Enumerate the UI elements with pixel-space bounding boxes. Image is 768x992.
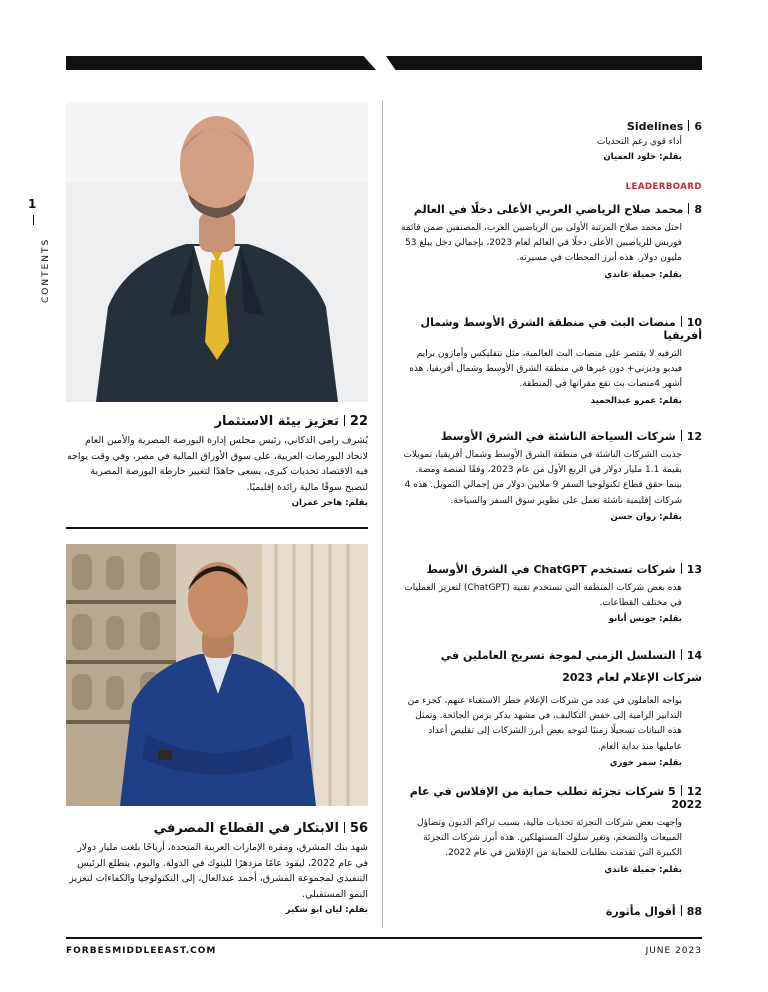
separator-bar	[681, 316, 682, 327]
entry-byline: بقلم: عمرو عبدالحميد	[590, 395, 682, 406]
entry-page-number: 12	[686, 785, 702, 798]
footer-website[interactable]: FORBESMIDDLEEAST.COM	[66, 946, 217, 956]
feature-page-number: 56	[349, 821, 368, 836]
entry-byline: بقلم: خلود العميان	[603, 152, 682, 163]
entry-page-number: 14	[686, 649, 702, 662]
entry-title-text: شركات السياحة الناشئة في الشرق الأوسط	[440, 430, 676, 443]
entry-page-number: 88	[686, 905, 702, 918]
entry-byline: بقلم: جويس أبانو	[608, 614, 682, 625]
entry-summary: هذه بعض شركات المنطقة التي تستخدم تقنية (ChatGPT) لتعزيز العمليات في مختلف القطاعات.	[404, 583, 682, 609]
feature-title[interactable]	[66, 821, 368, 836]
entry-title-text: أقوال مأثورة	[605, 905, 676, 918]
feature-byline: بقلم: ليان ابو شكير	[285, 905, 368, 915]
entry-page-number: 13	[686, 563, 702, 576]
separator-bar	[688, 120, 689, 131]
contents-entry[interactable]	[400, 430, 702, 522]
entry-summary: احتل محمد صلاح المرتبة الأولى بين الرياضيين العرب، المصنفين ضمن قائمة فوربس للرياضيين الأعلى دخلًا في العالم لعام 2023، بإجمالي دخل يبلغ 53 مليون دولار. هذه أبرز المحطات في مسيرته.	[400, 223, 682, 264]
feature-page-number: 22	[349, 414, 368, 429]
entry-summary: الترفيه لا يقتصر على منصات البث العالمية، مثل نتفليكس وأمازون برايم فيديو وديزني+ دون غيرها في منطقة الشرق الأوسط وشمال أفريقيا. هذه أشهر 4منصات بث تقع مقراتها في المنطقة.	[409, 349, 682, 390]
contents-entry[interactable]	[400, 785, 702, 875]
entry-page-number: 12	[686, 430, 702, 443]
sidebar-rule	[33, 215, 34, 225]
header-bar-left	[66, 56, 376, 70]
feature-title-text: تعزيز بيئة الاستثمار	[214, 414, 339, 429]
feature-summary: شهد بنك المشرق، ومقره الإمارات العربية المتحدة، أرباحًا بلغت مليار دولار في عام 2022، ليقود عامًا مزدهرًا للبنوك في الدولة. واليوم، يتطلع الرئيس التنفيذي لمجموعة المشرق، أحمد عبدالعال، إلى التكنولوجيا والكفاءات لتعزيز النمو المستقبلي.	[69, 842, 368, 900]
entry-byline: بقلم: جميلة غاندي	[604, 269, 682, 280]
entry-page-number: 6	[694, 120, 702, 133]
contents-entry[interactable]	[400, 645, 702, 768]
entry-summary: واجهت بعض شركات التجزئة تحديات مالية، بسبب تراكم الديون وتضاؤل المبيعات والتضخم، وتغير سلوك المستهلكين. هذه أبرز شركات التجزئة الكبيرة التي تقدمت بطلبات للحماية من الإفلاس في عام 2022.	[417, 818, 682, 859]
entry-title	[400, 120, 702, 133]
sidebar-page-number: 1	[28, 197, 37, 211]
entry-byline: بقلم: روان حسن	[610, 511, 682, 522]
separator-bar	[681, 905, 682, 916]
contents-entry-quotes[interactable]	[400, 905, 702, 918]
entry-title-text: شركات تستخدم ChatGPT في الشرق الأوسط	[426, 563, 676, 576]
entry-title-text: 5 شركات تجزئة تطلب حماية من الإفلاس في عام 2022	[409, 785, 702, 811]
separator-bar	[681, 430, 682, 441]
entry-title	[400, 203, 702, 216]
entry-byline: بقلم: جميلة غاندي	[604, 864, 682, 875]
feature-investment	[66, 414, 368, 508]
entry-title	[400, 645, 702, 689]
column-divider	[382, 100, 383, 928]
entry-page-number: 8	[694, 203, 702, 216]
feature-byline: بقلم: هاجر عمران	[291, 498, 368, 508]
portrait-photo-banking	[66, 544, 368, 806]
section-label-leaderboard: LEADERBOARD	[625, 182, 702, 192]
sidebar-section-label: CONTENTS	[41, 237, 51, 303]
feature-divider	[66, 527, 368, 529]
entry-title-text: منصات البث في منطقة الشرق الأوسط وشمال أفريقيا	[420, 316, 702, 342]
entry-page-number: 10	[686, 316, 702, 329]
contents-entry[interactable]	[400, 203, 702, 280]
separator-bar	[688, 203, 689, 214]
entry-title-text: محمد صلاح الرياضي العربي الأعلى دخلًا في العالم	[413, 203, 684, 216]
entry-summary: يواجه العاملون في عدد من شركات الإعلام خطر الاستغناء عنهم، كجزء من التدابير الرامية إلى خفض التكاليف، في مشهد يذكر بزمن الجائحة. وتمثل هذه البيانات تسجيلًا زمنيًا لتوجه بعض أبرز الشركات إلى تقليص أعداد عامليها منذ بداية العام.	[407, 696, 682, 752]
footer-issue-date: JUNE 2023	[645, 946, 702, 956]
portrait-photo-investment	[66, 102, 368, 402]
entry-title	[400, 316, 702, 342]
feature-banking	[66, 821, 368, 915]
contents-entry-sidelines[interactable]	[400, 120, 702, 162]
separator-bar	[681, 563, 682, 574]
separator-bar	[681, 785, 682, 796]
footer-rule	[66, 937, 702, 939]
feature-title[interactable]	[66, 414, 368, 429]
separator-bar	[681, 649, 682, 660]
entry-title	[400, 785, 702, 811]
contents-entry[interactable]	[400, 563, 702, 624]
entry-title-text: Sidelines	[626, 120, 684, 133]
entry-title	[400, 563, 702, 576]
entry-title-text: التسلسل الزمني لموجة تسريح العاملين في شركات الإعلام لعام 2023	[440, 649, 702, 684]
feature-title-text: الابتكار في القطاع المصرفي	[153, 821, 339, 836]
entry-summary: جذبت الشركات الناشئة في منطقة الشرق الأوسط وشمال أفريقيا، تمويلات بقيمة 1.1 مليار دولار في الربع الأول من عام 2023، وفقًا لمنصة ومضة. بينما حقق قطاع تكنولوجيا السفر 9 ملايين دولار من إجمالي التمويل. هذه 4 شركات إقليمية ناشئة تعمل على تطوير سوق السفر والسياحة.	[403, 450, 682, 506]
contents-entry[interactable]	[400, 316, 702, 406]
entry-title	[400, 430, 702, 443]
separator-bar	[344, 822, 345, 833]
feature-summary: يُشرف رامي الدكاني، رئيس مجلس إدارة البورصة المصرية والأمين العام لاتحاد البورصات العربية، على سوق الأوراق المالية في مصر، وفي وقت يواجه فيه الاقتصاد تحديات كبرى، يسعى جاهدًا لتغيير خارطة البورصة المصرية لتصبح سوقًا مالية رائدة إقليميًا.	[66, 435, 368, 493]
header-bar-right	[386, 56, 702, 70]
separator-bar	[344, 415, 345, 426]
entry-summary: أداء قوي رغم التحديات	[596, 137, 682, 147]
entry-title	[400, 905, 702, 918]
entry-byline: بقلم: سمر خوري	[609, 757, 682, 768]
